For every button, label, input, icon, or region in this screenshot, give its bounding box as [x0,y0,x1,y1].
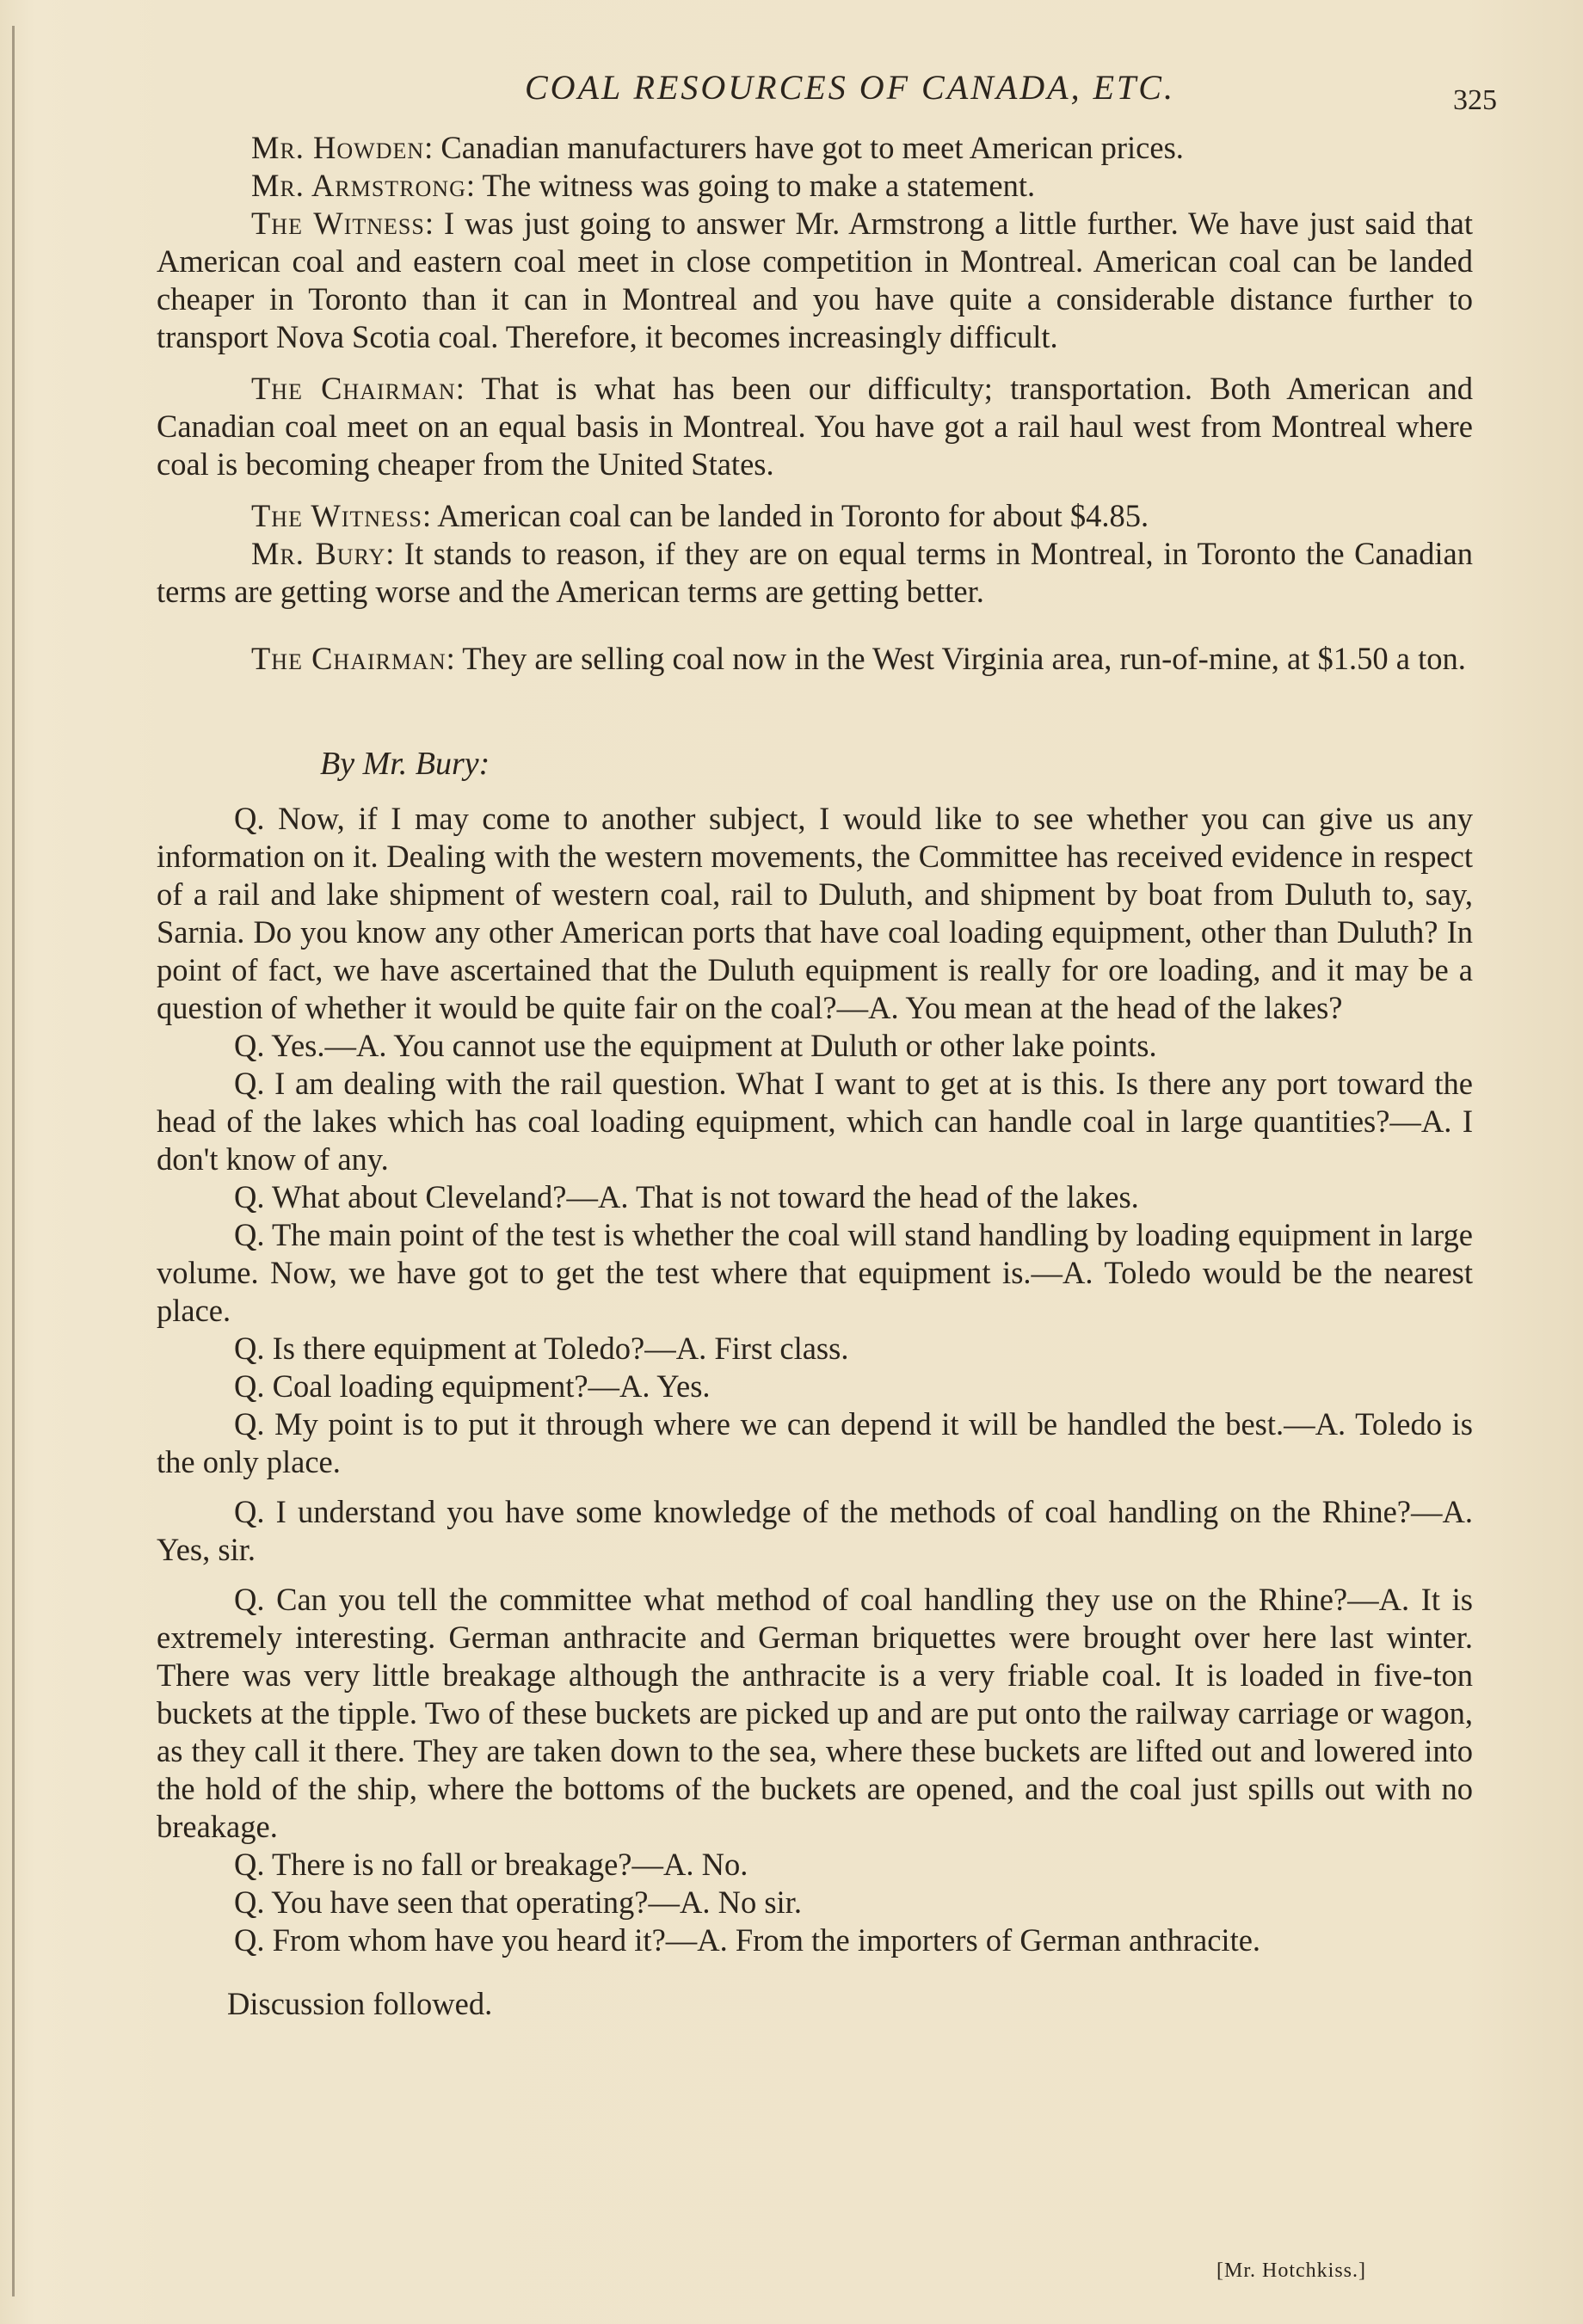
paragraph-armstrong [157,167,1473,205]
binding-edge-line [12,26,15,2296]
speaker-name: The Chairman [251,371,456,406]
speaker-name: The Witness [251,206,425,241]
paragraph-howden [157,129,1473,167]
paragraph-bury [157,535,1473,611]
qa-exchange: Q. I am dealing with the rail question. What I want to get at is this. Is there any port toward the head of the lakes which has coal loading equipment, which can handle coal in large quantities?—A. I don't know of any. [157,1066,1473,1177]
paragraph-text: : It stands to reason, if they are on equal terms in Montreal, in Toronto the Canadian terms are getting worse and the American terms are getting better. [157,536,1473,609]
speaker-name: Mr. Armstrong [251,168,466,203]
qa-exchange: Q. Can you tell the committee what method of coal handling they use on the Rhine?—A. It is extremely interesting. German anthracite and German briquettes were brought over here last winter. There was very little breakage although the anthracite is a very friable coal. It is loaded in five-ton buckets at the tipple. Two of these buckets are picked up and are put onto the railway carriage or wagon, as they call it there. They are taken down to the sea, where these buckets are lifted out and lowered into the hold of the ship, where the bottoms of the buckets are opened, and the coal just spills out with no breakage. [157,1582,1473,1844]
paragraph-chairman-1 [157,370,1473,483]
qa-exchange: Q. Now, if I may come to another subject, I would like to see whether you can give us any information on it. Dealing with the western movements, the Committee has received evidence in respect of a rail and lake shipment of western coal, rail to Duluth, and shipment by boat from Duluth to, say, Sarnia. Do you know any other American ports that have coal loading equipment, other than Duluth? In point of fact, we have ascertained that the Duluth equipment is really for ore loading, and it may be a question of whether it would be quite fair on the coal?—A. You mean at the head of the lakes? [157,801,1473,1025]
paragraph-text: : The witness was going to make a statement. [465,168,1036,203]
qa-exchange: Q. I understand you have some knowledge of the methods of coal handling on the Rhine?—A. Yes, sir. [157,1494,1473,1567]
speaker-name: The Witness [251,498,422,533]
section-heading: By Mr. Bury: [320,746,490,782]
qa-exchange: Q. You have seen that operating?—A. No sir. [234,1884,802,1920]
paragraph-text: : Canadian manufacturers have got to meet American prices. [424,130,1184,165]
qa-exchange: Q. My point is to put it through where we can depend it will be handled the best.—A. Toledo is the only place. [157,1406,1473,1479]
page-number: 325 [1453,84,1497,116]
paragraph-chairman-2 [157,640,1473,678]
paragraph-witness-2 [157,497,1473,535]
qa-exchange: Q. Is there equipment at Toledo?—A. First class. [234,1331,849,1366]
paragraph-witness-1 [157,205,1473,356]
qa-exchange: Q. From whom have you heard it?—A. From the importers of German anthracite. [234,1922,1261,1958]
speaker-name: Mr. Bury [251,536,386,571]
speaker-name: The Chairman [251,641,447,676]
qa-exchange: Q. There is no fall or breakage?—A. No. [234,1847,748,1882]
qa-exchange: Q. Coal loading equipment?—A. Yes. [234,1368,711,1404]
speaker-name: Mr. Howden [251,130,425,165]
closing-line: Discussion followed. [227,1986,493,2021]
page-body [157,129,1473,2023]
page-header [155,67,1497,119]
qa-exchange: Q. What about Cleveland?—A. That is not toward the head of the lakes. [234,1179,1139,1214]
paragraph-text: : They are selling coal now in the West Virginia area, run-of-mine, at $1.50 a ton. [446,641,1466,676]
running-title: COAL RESOURCES OF CANADA, ETC. [525,68,1175,107]
footer-note: [Mr. Hotchkiss.] [1217,2259,1366,2282]
paragraph-text: : I was just going to answer Mr. Armstrong a little further. We have just said that American coal and eastern coal meet in close competition in Montreal. American coal can be landed cheaper in Toronto than it can in Montreal and you have quite a considerable distance further to transport Nova Scotia coal. Therefore, it becomes increasingly difficult. [157,206,1473,354]
paragraph-text: : That is what has been our difficulty; transportation. Both American and Canadian coal meet on an equal basis in Montreal. You have got a rail haul west from Montreal where coal is becoming cheaper from the United States. [157,371,1473,482]
qa-exchange: Q. Yes.—A. You cannot use the equipment at Duluth or other lake points. [234,1028,1157,1063]
paragraph-text: : American coal can be landed in Toronto for about $4.85. [422,498,1149,533]
qa-exchange: Q. The main point of the test is whether the coal will stand handling by loading equipment in large volume. Now, we have got to get the test where that equipment is.—A. Toledo would be the nearest place. [157,1217,1473,1328]
